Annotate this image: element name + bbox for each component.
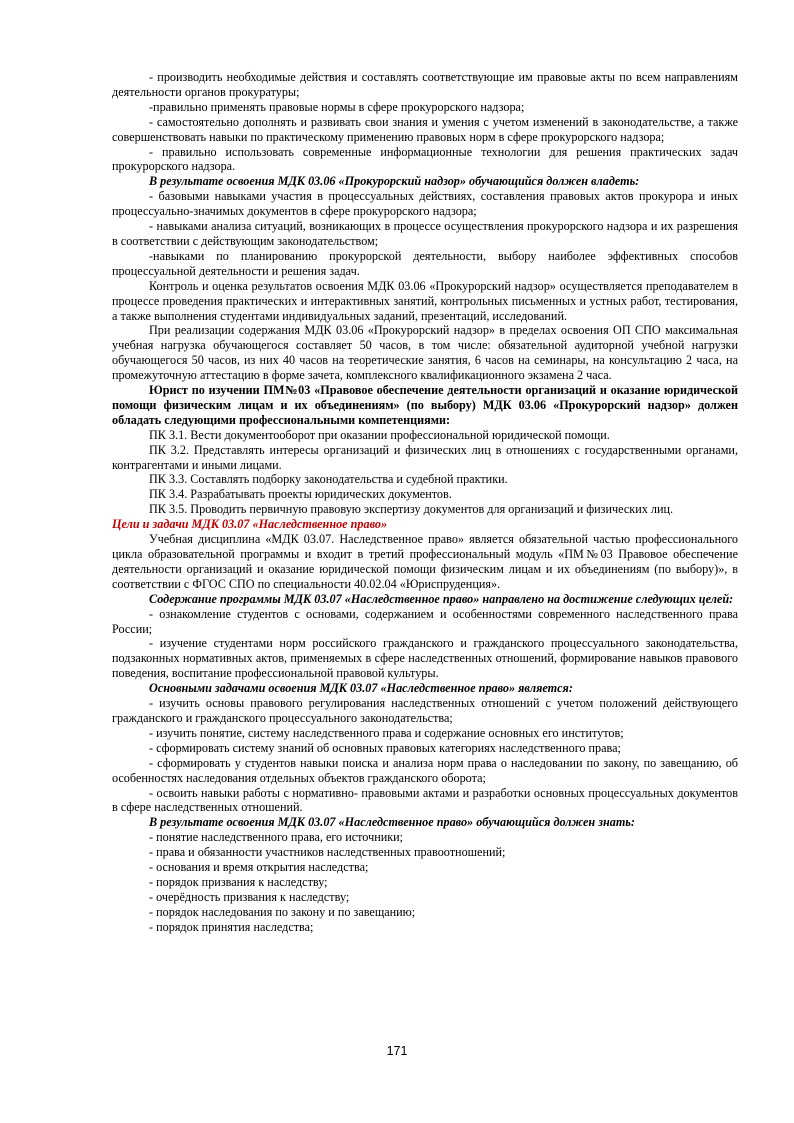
section-heading: Основными задачами освоения МДК 03.07 «Наследственное право» является: [149, 681, 573, 696]
list-item: - порядок принятия наследства; [149, 919, 314, 934]
paragraph: - изучить основы правового регулирования наследственных отношений с учетом положений действующего гражданского и гражданского процессуального законодательства; [112, 696, 738, 725]
paragraph: - навыками анализа ситуаций, возникающих в процессе осуществления прокурорского надзора и их разрешения в соответствии с действующим законодательством; [112, 219, 738, 248]
paragraph: - освоить навыки работы с нормативно- правовыми актами и разработки основных процессуальных документов в сфере наследственных отношений. [112, 785, 738, 815]
paragraph: - изучить понятие, систему наследственного права и содержание основных его институтов; [149, 725, 624, 740]
paragraph: - базовыми навыками участия в процессуальных действиях, составления правовых актов прокурора и иных процессуально-значимых документов в сфере прокурорского надзора; [112, 189, 738, 219]
paragraph: - производить необходимые действия и составлять соответствующие им правовые акты по всем направлениям деятельности органов прокуратуры; [112, 70, 738, 99]
section-heading: В результате освоения МДК 03.06 «Прокурорский надзор» обучающийся должен владеть: [149, 174, 640, 189]
paragraph: -навыками по планированию прокурорской деятельности, выбору наиболее эффективных способов процессуальной деятельности и решения задач. [112, 248, 738, 278]
section-heading: В результате освоения МДК 03.07 «Наследственное право» обучающийся должен знать: [149, 815, 635, 830]
paragraph: - ознакомление студентов с основами, содержанием и особенностями современного наследственного права России; [112, 606, 738, 636]
competency-item: ПК 3.3. Составлять подборку законодательства и судебной практики. [149, 472, 508, 487]
competency-item: ПК 3.5. Проводить первичную правовую экспертизу документов для организаций и физических лиц. [149, 502, 674, 517]
competency-item: ПК 3.1. Вести документооборот при оказании профессиональной юридической помощи. [149, 427, 610, 442]
list-item: - порядок наследования по закону и по завещанию; [149, 904, 416, 919]
competency-item: ПК 3.2. Представлять интересы организаций и физических лиц в отношениях с государственными органами, контрагентами и иными лицами. [112, 442, 738, 472]
list-item: - порядок призвания к наследству; [149, 874, 328, 889]
page-number: 171 [386, 1044, 408, 1058]
competencies-heading: Юрист по изучении ПМ№03 «Правовое обеспечение деятельности организаций и оказание юридической помощи физическим лицам и их объединениям» (по выбору) МДК 03.06 «Прокурорский надзор» должен обладать следующими профессиональными компетенциями: [112, 383, 738, 427]
paragraph: - сформировать у студентов навыки поиска и анализа норм права о наследовании по закону, по завещанию, об особенностях наследования отдельных объектов гражданского оборота; [112, 755, 738, 785]
paragraph: - самостоятельно дополнять и развивать свои знания и умения с учетом изменений в законодательстве, а также совершенствовать навыки по практическому применению правовых норм в сфере прокурорского надзора; [112, 114, 738, 144]
paragraph: -правильно применять правовые нормы в сфере прокурорского надзора; [149, 99, 525, 114]
list-item: - очерёдность призвания к наследству; [149, 889, 350, 904]
list-item: - основания и время открытия наследства; [149, 860, 369, 875]
paragraph: - изучение студентами норм российского гражданского и гражданского процессуального законодательства, подзаконных нормативных актов, применяемых в сфере наследственных отношений, формирование навыков правового поведения, воспитание профессиональной правовой культуры. [112, 636, 738, 681]
paragraph: - сформировать систему знаний об основных правовых категориях наследственного права; [149, 740, 621, 755]
paragraph: Контроль и оценка результатов освоения МДК 03.06 «Прокурорский надзор» осуществляется преподавателем в процессе проведения практических и интерактивных занятий, контрольных письменных и устных работ, тестирования, а также выполнения студентами индивидуальных заданий, презентаций, исследований. [112, 278, 738, 323]
paragraph: - правильно использовать современные информационные технологии для решения практических задач прокурорского надзора. [112, 144, 738, 174]
list-item: - права и обязанности участников наследственных правоотношений; [149, 845, 506, 860]
list-item: - понятие наследственного права, его источники; [149, 830, 404, 845]
document-body [112, 70, 738, 935]
competency-item: ПК 3.4. Разрабатывать проекты юридических документов. [149, 487, 452, 502]
paragraph: При реализации содержания МДК 03.06 «Прокурорский надзор» в пределах освоения ОП СПО максимальная учебная нагрузка обучающегося составляет 50 часов, в том числе: обязательной аудиторной учебной нагрузки обучающегося 50 часов, из них 40 часов на теоретические занятия, 6 часов на семинары, на консультацию 2 часа, на промежуточную аттестацию в форме зачета, комплексного квалификационного экзамена 2 часа. [112, 323, 738, 383]
paragraph: Учебная дисциплина «МДК 03.07. Наследственное право» является обязательной частью профессионального цикла образовательной программы и входит в третий профессиональный модуль «ПМ№03 Правовое обеспечение деятельности организаций и оказание юридической помощи физическим лицам и их объединениям (по выбору)», в соответствии с ФГОС СПО по специальности 40.02.04 «Юриспруденция». [112, 532, 738, 591]
section-heading: Содержание программы МДК 03.07 «Наследственное право» направлено на достижение следующих целей: [149, 591, 734, 606]
section-title: Цели и задачи МДК 03.07 «Наследственное право» [112, 517, 388, 532]
